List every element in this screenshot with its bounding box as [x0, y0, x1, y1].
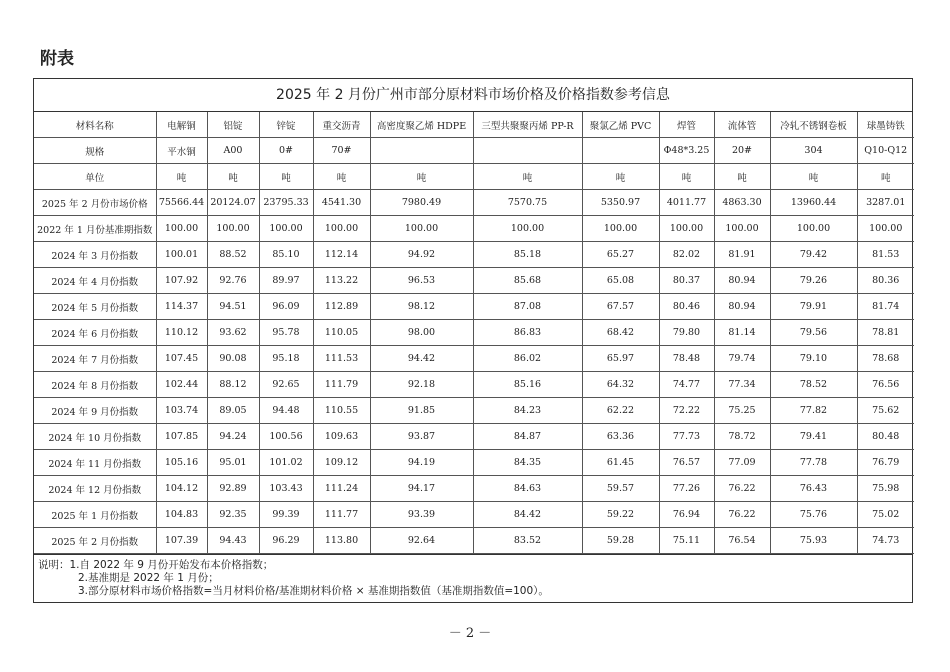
table-cell: 100.00	[156, 216, 207, 242]
table-cell: 78.81	[857, 320, 914, 346]
table-cell: 304	[770, 138, 857, 164]
table-cell: 76.94	[659, 502, 714, 528]
table-cell: 100.00	[259, 216, 313, 242]
table-cell: 96.53	[370, 268, 473, 294]
table-cell: 95.18	[259, 346, 313, 372]
table-cell: 76.79	[857, 450, 914, 476]
table-cell: 100.00	[207, 216, 259, 242]
note-2: 2.基准期是 2022 年 1 月份；	[78, 572, 219, 584]
table-cell: 109.12	[313, 450, 370, 476]
table-cell: 100.00	[659, 216, 714, 242]
table-cell: 79.74	[714, 346, 770, 372]
table-cell: 重交沥青	[313, 112, 370, 138]
table-cell: 75.02	[857, 502, 914, 528]
table-cell: 23795.33	[259, 190, 313, 216]
table-row	[34, 502, 914, 528]
table-cell: 77.09	[714, 450, 770, 476]
row-label: 2024 年 7 月份指数	[34, 346, 156, 372]
table-cell: 105.16	[156, 450, 207, 476]
table-cell: 95.01	[207, 450, 259, 476]
table-cell: 92.64	[370, 528, 473, 554]
table-cell: 59.22	[582, 502, 659, 528]
table-cell: 79.91	[770, 294, 857, 320]
table-cell: 85.68	[473, 268, 582, 294]
table-cell: 吨	[770, 164, 857, 190]
table-cell: 72.22	[659, 398, 714, 424]
table-cell: 114.37	[156, 294, 207, 320]
table-cell: A00	[207, 138, 259, 164]
table-cell: 75.25	[714, 398, 770, 424]
table-row	[34, 346, 914, 372]
table-cell: 78.68	[857, 346, 914, 372]
table-cell: 101.02	[259, 450, 313, 476]
table-cell: 100.56	[259, 424, 313, 450]
table-cell: 75.76	[770, 502, 857, 528]
table-cell: 100.00	[473, 216, 582, 242]
table-cell: 75.62	[857, 398, 914, 424]
table-cell: 88.52	[207, 242, 259, 268]
table-cell: 75.11	[659, 528, 714, 554]
table-cell: 20#	[714, 138, 770, 164]
table-cell: 64.32	[582, 372, 659, 398]
row-label: 2024 年 6 月份指数	[34, 320, 156, 346]
table-cell: 100.00	[370, 216, 473, 242]
table-cell: 100.00	[582, 216, 659, 242]
table-row	[34, 320, 914, 346]
table-cell: 5350.97	[582, 190, 659, 216]
table-cell: 68.42	[582, 320, 659, 346]
table-cell: 4541.30	[313, 190, 370, 216]
table-cell: 80.94	[714, 268, 770, 294]
table-cell: 79.42	[770, 242, 857, 268]
table-cell: 88.12	[207, 372, 259, 398]
table-cell: 79.41	[770, 424, 857, 450]
notes	[34, 554, 912, 602]
table-cell: 87.08	[473, 294, 582, 320]
table-cell: 104.12	[156, 476, 207, 502]
table-cell: 79.80	[659, 320, 714, 346]
table-cell: 96.29	[259, 528, 313, 554]
table-cell: 吨	[857, 164, 914, 190]
table-cell: 90.08	[207, 346, 259, 372]
table-cell: 94.51	[207, 294, 259, 320]
row-label: 2024 年 5 月份指数	[34, 294, 156, 320]
table-cell: 74.73	[857, 528, 914, 554]
table-cell: 78.52	[770, 372, 857, 398]
appendix-heading: 附表	[40, 49, 74, 69]
table-cell: 80.36	[857, 268, 914, 294]
table-cell: 77.78	[770, 450, 857, 476]
table-cell: 球墨铸铁	[857, 112, 914, 138]
table-cell: 76.56	[857, 372, 914, 398]
table-row	[34, 424, 914, 450]
table-cell: 94.42	[370, 346, 473, 372]
table-cell: 65.97	[582, 346, 659, 372]
table-cell: Q10-Q12	[857, 138, 914, 164]
table-cell: 98.12	[370, 294, 473, 320]
table-row	[34, 164, 914, 190]
table-cell: 98.00	[370, 320, 473, 346]
row-label: 2025 年 1 月份指数	[34, 502, 156, 528]
table-cell: 92.18	[370, 372, 473, 398]
table-cell: 76.54	[714, 528, 770, 554]
table-cell: 94.17	[370, 476, 473, 502]
table-cell: 77.73	[659, 424, 714, 450]
table-cell: 77.34	[714, 372, 770, 398]
table-cell: 79.26	[770, 268, 857, 294]
table-cell: 96.09	[259, 294, 313, 320]
table-row	[34, 242, 914, 268]
row-label: 2024 年 9 月份指数	[34, 398, 156, 424]
table-cell: 76.22	[714, 502, 770, 528]
table-cell: 76.43	[770, 476, 857, 502]
table-cell: 67.57	[582, 294, 659, 320]
table-cell: 89.97	[259, 268, 313, 294]
table-cell: 100.00	[714, 216, 770, 242]
table-cell: 94.43	[207, 528, 259, 554]
table-cell: 4011.77	[659, 190, 714, 216]
table-cell: 7980.49	[370, 190, 473, 216]
table-cell: 65.27	[582, 242, 659, 268]
table-cell: 94.48	[259, 398, 313, 424]
table-row	[34, 476, 914, 502]
table-cell: 103.74	[156, 398, 207, 424]
table-cell: 77.26	[659, 476, 714, 502]
table-cell: 82.02	[659, 242, 714, 268]
price-index-table-container	[33, 78, 913, 603]
table-cell: 113.80	[313, 528, 370, 554]
table-cell: 79.56	[770, 320, 857, 346]
table-cell: 103.43	[259, 476, 313, 502]
table-cell: 100.00	[857, 216, 914, 242]
table-cell: 61.45	[582, 450, 659, 476]
table-title: 2025 年 2 月份广州市部分原材料市场价格及价格指数参考信息	[34, 79, 912, 112]
table-cell: 三型共聚聚丙烯 PP-R	[473, 112, 582, 138]
table-cell: 59.28	[582, 528, 659, 554]
table-cell: 流体管	[714, 112, 770, 138]
table-cell: 81.91	[714, 242, 770, 268]
table-cell: 20124.07	[207, 190, 259, 216]
table-cell: 4863.30	[714, 190, 770, 216]
table-cell: 聚氯乙烯 PVC	[582, 112, 659, 138]
row-label: 2024 年 12 月份指数	[34, 476, 156, 502]
table-cell: 111.77	[313, 502, 370, 528]
table-cell: 92.35	[207, 502, 259, 528]
table-cell: 91.85	[370, 398, 473, 424]
table-cell	[582, 138, 659, 164]
row-label: 2022 年 1 月份基准期指数	[34, 216, 156, 242]
table-cell: 100.00	[770, 216, 857, 242]
table-cell: 77.82	[770, 398, 857, 424]
table-cell: 111.53	[313, 346, 370, 372]
table-cell: 113.22	[313, 268, 370, 294]
table-cell: 吨	[370, 164, 473, 190]
table-cell: 93.87	[370, 424, 473, 450]
row-label: 2024 年 11 月份指数	[34, 450, 156, 476]
table-row	[34, 216, 914, 242]
table-cell: 吨	[313, 164, 370, 190]
row-label: 材料名称	[34, 112, 156, 138]
row-label: 2024 年 4 月份指数	[34, 268, 156, 294]
table-cell: 92.65	[259, 372, 313, 398]
table-cell: 94.24	[207, 424, 259, 450]
table-cell: 62.22	[582, 398, 659, 424]
table-cell: 111.79	[313, 372, 370, 398]
table-cell: 92.89	[207, 476, 259, 502]
table-cell: 110.55	[313, 398, 370, 424]
table-cell: 78.72	[714, 424, 770, 450]
note-3: 3.部分原材料市场价格指数=当月材料价格/基准期材料价格 × 基准期指数值（基准期指数值=100）。	[78, 585, 549, 597]
table-cell: 93.62	[207, 320, 259, 346]
table-cell: Φ48*3.25	[659, 138, 714, 164]
table-cell: 吨	[714, 164, 770, 190]
table-cell: 104.83	[156, 502, 207, 528]
table-cell: 吨	[207, 164, 259, 190]
note-1: 说明：1.自 2022 年 9 月份开始发布本价格指数；	[38, 559, 274, 571]
table-cell: 81.74	[857, 294, 914, 320]
table-cell: 75.98	[857, 476, 914, 502]
table-cell: 100.01	[156, 242, 207, 268]
table-cell: 84.87	[473, 424, 582, 450]
table-cell: 59.57	[582, 476, 659, 502]
table-cell: 吨	[582, 164, 659, 190]
table-cell: 95.78	[259, 320, 313, 346]
table-row	[34, 190, 914, 216]
table-cell: 79.10	[770, 346, 857, 372]
table-cell: 80.48	[857, 424, 914, 450]
table-cell: 0#	[259, 138, 313, 164]
table-cell: 94.92	[370, 242, 473, 268]
table-cell: 83.52	[473, 528, 582, 554]
table-cell: 99.39	[259, 502, 313, 528]
table-cell: 78.48	[659, 346, 714, 372]
table-cell: 65.08	[582, 268, 659, 294]
table-row	[34, 372, 914, 398]
row-label: 2024 年 10 月份指数	[34, 424, 156, 450]
table-row	[34, 294, 914, 320]
table-cell: 112.14	[313, 242, 370, 268]
table-cell: 铝锭	[207, 112, 259, 138]
table-cell: 111.24	[313, 476, 370, 502]
table-cell: 75566.44	[156, 190, 207, 216]
table-cell: 吨	[156, 164, 207, 190]
table-row	[34, 450, 914, 476]
table-cell: 81.53	[857, 242, 914, 268]
table-cell: 110.12	[156, 320, 207, 346]
table-cell: 80.94	[714, 294, 770, 320]
table-cell: 吨	[659, 164, 714, 190]
table-cell: 63.36	[582, 424, 659, 450]
page-number: － 2 －	[448, 626, 492, 641]
table-row	[34, 398, 914, 424]
row-label: 2025 年 2 月份市场价格	[34, 190, 156, 216]
table-cell: 107.85	[156, 424, 207, 450]
row-label: 2024 年 8 月份指数	[34, 372, 156, 398]
table-cell: 94.19	[370, 450, 473, 476]
table-cell: 13960.44	[770, 190, 857, 216]
table-cell: 92.76	[207, 268, 259, 294]
table-cell: 84.63	[473, 476, 582, 502]
table-cell: 84.35	[473, 450, 582, 476]
table-cell: 102.44	[156, 372, 207, 398]
table-cell: 84.23	[473, 398, 582, 424]
table-cell: 平水铜	[156, 138, 207, 164]
price-index-table	[34, 112, 914, 554]
table-cell	[370, 138, 473, 164]
table-cell: 86.02	[473, 346, 582, 372]
table-cell: 75.93	[770, 528, 857, 554]
table-cell: 吨	[259, 164, 313, 190]
table-cell: 吨	[473, 164, 582, 190]
table-cell: 85.16	[473, 372, 582, 398]
row-label: 2024 年 3 月份指数	[34, 242, 156, 268]
row-label: 规格	[34, 138, 156, 164]
table-cell	[473, 138, 582, 164]
table-cell: 80.46	[659, 294, 714, 320]
table-cell: 高密度聚乙烯 HDPE	[370, 112, 473, 138]
table-cell: 93.39	[370, 502, 473, 528]
table-header-row	[34, 112, 914, 138]
table-cell: 100.00	[313, 216, 370, 242]
table-cell: 85.10	[259, 242, 313, 268]
table-cell: 109.63	[313, 424, 370, 450]
table-row	[34, 528, 914, 554]
table-row	[34, 138, 914, 164]
table-cell: 107.45	[156, 346, 207, 372]
table-cell: 85.18	[473, 242, 582, 268]
table-row	[34, 268, 914, 294]
table-cell: 冷轧不锈钢卷板	[770, 112, 857, 138]
table-cell: 84.42	[473, 502, 582, 528]
table-cell: 70#	[313, 138, 370, 164]
table-cell: 锌锭	[259, 112, 313, 138]
row-label: 2025 年 2 月份指数	[34, 528, 156, 554]
table-cell: 7570.75	[473, 190, 582, 216]
table-cell: 80.37	[659, 268, 714, 294]
table-cell: 76.22	[714, 476, 770, 502]
table-cell: 3287.01	[857, 190, 914, 216]
table-cell: 107.92	[156, 268, 207, 294]
table-cell: 74.77	[659, 372, 714, 398]
table-cell: 86.83	[473, 320, 582, 346]
table-cell: 89.05	[207, 398, 259, 424]
table-cell: 81.14	[714, 320, 770, 346]
table-cell: 107.39	[156, 528, 207, 554]
table-cell: 110.05	[313, 320, 370, 346]
table-cell: 电解铜	[156, 112, 207, 138]
table-cell: 76.57	[659, 450, 714, 476]
table-cell: 112.89	[313, 294, 370, 320]
table-cell: 焊管	[659, 112, 714, 138]
row-label: 单位	[34, 164, 156, 190]
